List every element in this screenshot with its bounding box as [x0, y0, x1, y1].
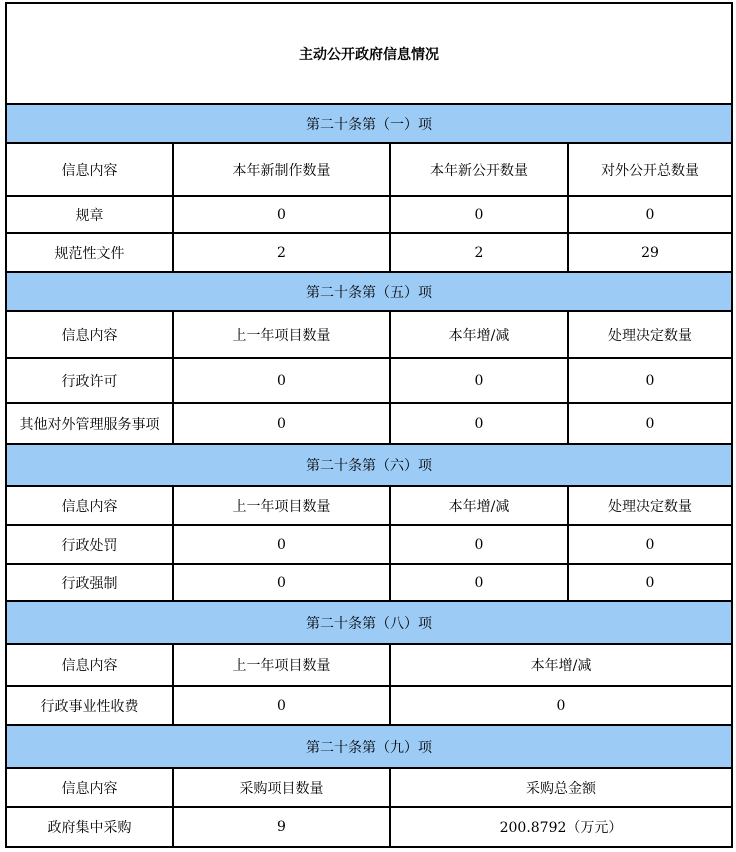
- cell-value: 2: [390, 233, 568, 272]
- row-label: 行政强制: [6, 564, 173, 601]
- disclosure-table: [5, 2, 733, 848]
- cell-value: 29: [568, 233, 732, 272]
- column-header: 上一年项目数量: [173, 644, 390, 686]
- cell-value: 2: [173, 233, 390, 272]
- column-header: 本年增/减: [390, 644, 732, 686]
- section-row: [6, 444, 732, 486]
- row-label: 行政事业性收费: [6, 686, 173, 725]
- column-header: 处理决定数量: [568, 486, 732, 525]
- table-row: [6, 358, 732, 403]
- column-header: 处理决定数量: [568, 311, 732, 358]
- column-header: 上一年项目数量: [173, 486, 390, 525]
- row-label: 其他对外管理服务事项: [6, 403, 173, 444]
- column-header: 信息内容: [6, 644, 173, 686]
- row-label: 政府集中采购: [6, 807, 173, 847]
- section-heading: 第二十条第（九）项: [6, 725, 732, 768]
- cell-value: 0: [173, 686, 390, 725]
- cell-value: 0: [173, 525, 390, 564]
- cell-value: 0: [390, 358, 568, 403]
- section-heading: 第二十条第（八）项: [6, 601, 732, 644]
- table-row: [6, 233, 732, 272]
- cell-value: 0: [173, 403, 390, 444]
- cell-value: 0: [390, 196, 568, 233]
- cell-value: 0: [173, 196, 390, 233]
- column-header: 信息内容: [6, 486, 173, 525]
- column-header: 本年新公开数量: [390, 143, 568, 196]
- cell-value: 0: [568, 564, 732, 601]
- section-row: [6, 104, 732, 143]
- row-label: 行政处罚: [6, 525, 173, 564]
- row-label: 行政许可: [6, 358, 173, 403]
- column-header: 本年增/减: [390, 311, 568, 358]
- column-header: 信息内容: [6, 143, 173, 196]
- row-label: 规范性文件: [6, 233, 173, 272]
- cell-value: 0: [390, 686, 732, 725]
- cell-value: 0: [173, 358, 390, 403]
- table-row: [6, 403, 732, 444]
- cell-value: 0: [173, 564, 390, 601]
- header-row: [6, 768, 732, 807]
- column-header: 采购项目数量: [173, 768, 390, 807]
- header-row: [6, 486, 732, 525]
- header-row: [6, 644, 732, 686]
- cell-value: 0: [390, 403, 568, 444]
- cell-value: 0: [390, 564, 568, 601]
- column-header: 信息内容: [6, 311, 173, 358]
- section-row: [6, 272, 732, 311]
- section-heading: 第二十条第（五）项: [6, 272, 732, 311]
- cell-value: 0: [568, 196, 732, 233]
- table-title: 主动公开政府信息情况: [6, 3, 732, 104]
- header-row: [6, 311, 732, 358]
- section-heading: 第二十条第（六）项: [6, 444, 732, 486]
- cell-value: 9: [173, 807, 390, 847]
- title-row: [6, 3, 732, 104]
- section-heading: 第二十条第（一）项: [6, 104, 732, 143]
- section-row: [6, 725, 732, 768]
- cell-value: 200.8792（万元）: [390, 807, 732, 847]
- cell-value: 0: [568, 403, 732, 444]
- table-row: [6, 686, 732, 725]
- header-row: [6, 143, 732, 196]
- cell-value: 0: [568, 525, 732, 564]
- column-header: 对外公开总数量: [568, 143, 732, 196]
- cell-value: 0: [390, 525, 568, 564]
- row-label: 规章: [6, 196, 173, 233]
- table-row: [6, 196, 732, 233]
- table-row: [6, 807, 732, 847]
- column-header: 信息内容: [6, 768, 173, 807]
- cell-value: 0: [568, 358, 732, 403]
- column-header: 上一年项目数量: [173, 311, 390, 358]
- column-header: 采购总金额: [390, 768, 732, 807]
- table-row: [6, 564, 732, 601]
- section-row: [6, 601, 732, 644]
- table-row: [6, 525, 732, 564]
- column-header: 本年新制作数量: [173, 143, 390, 196]
- column-header: 本年增/减: [390, 486, 568, 525]
